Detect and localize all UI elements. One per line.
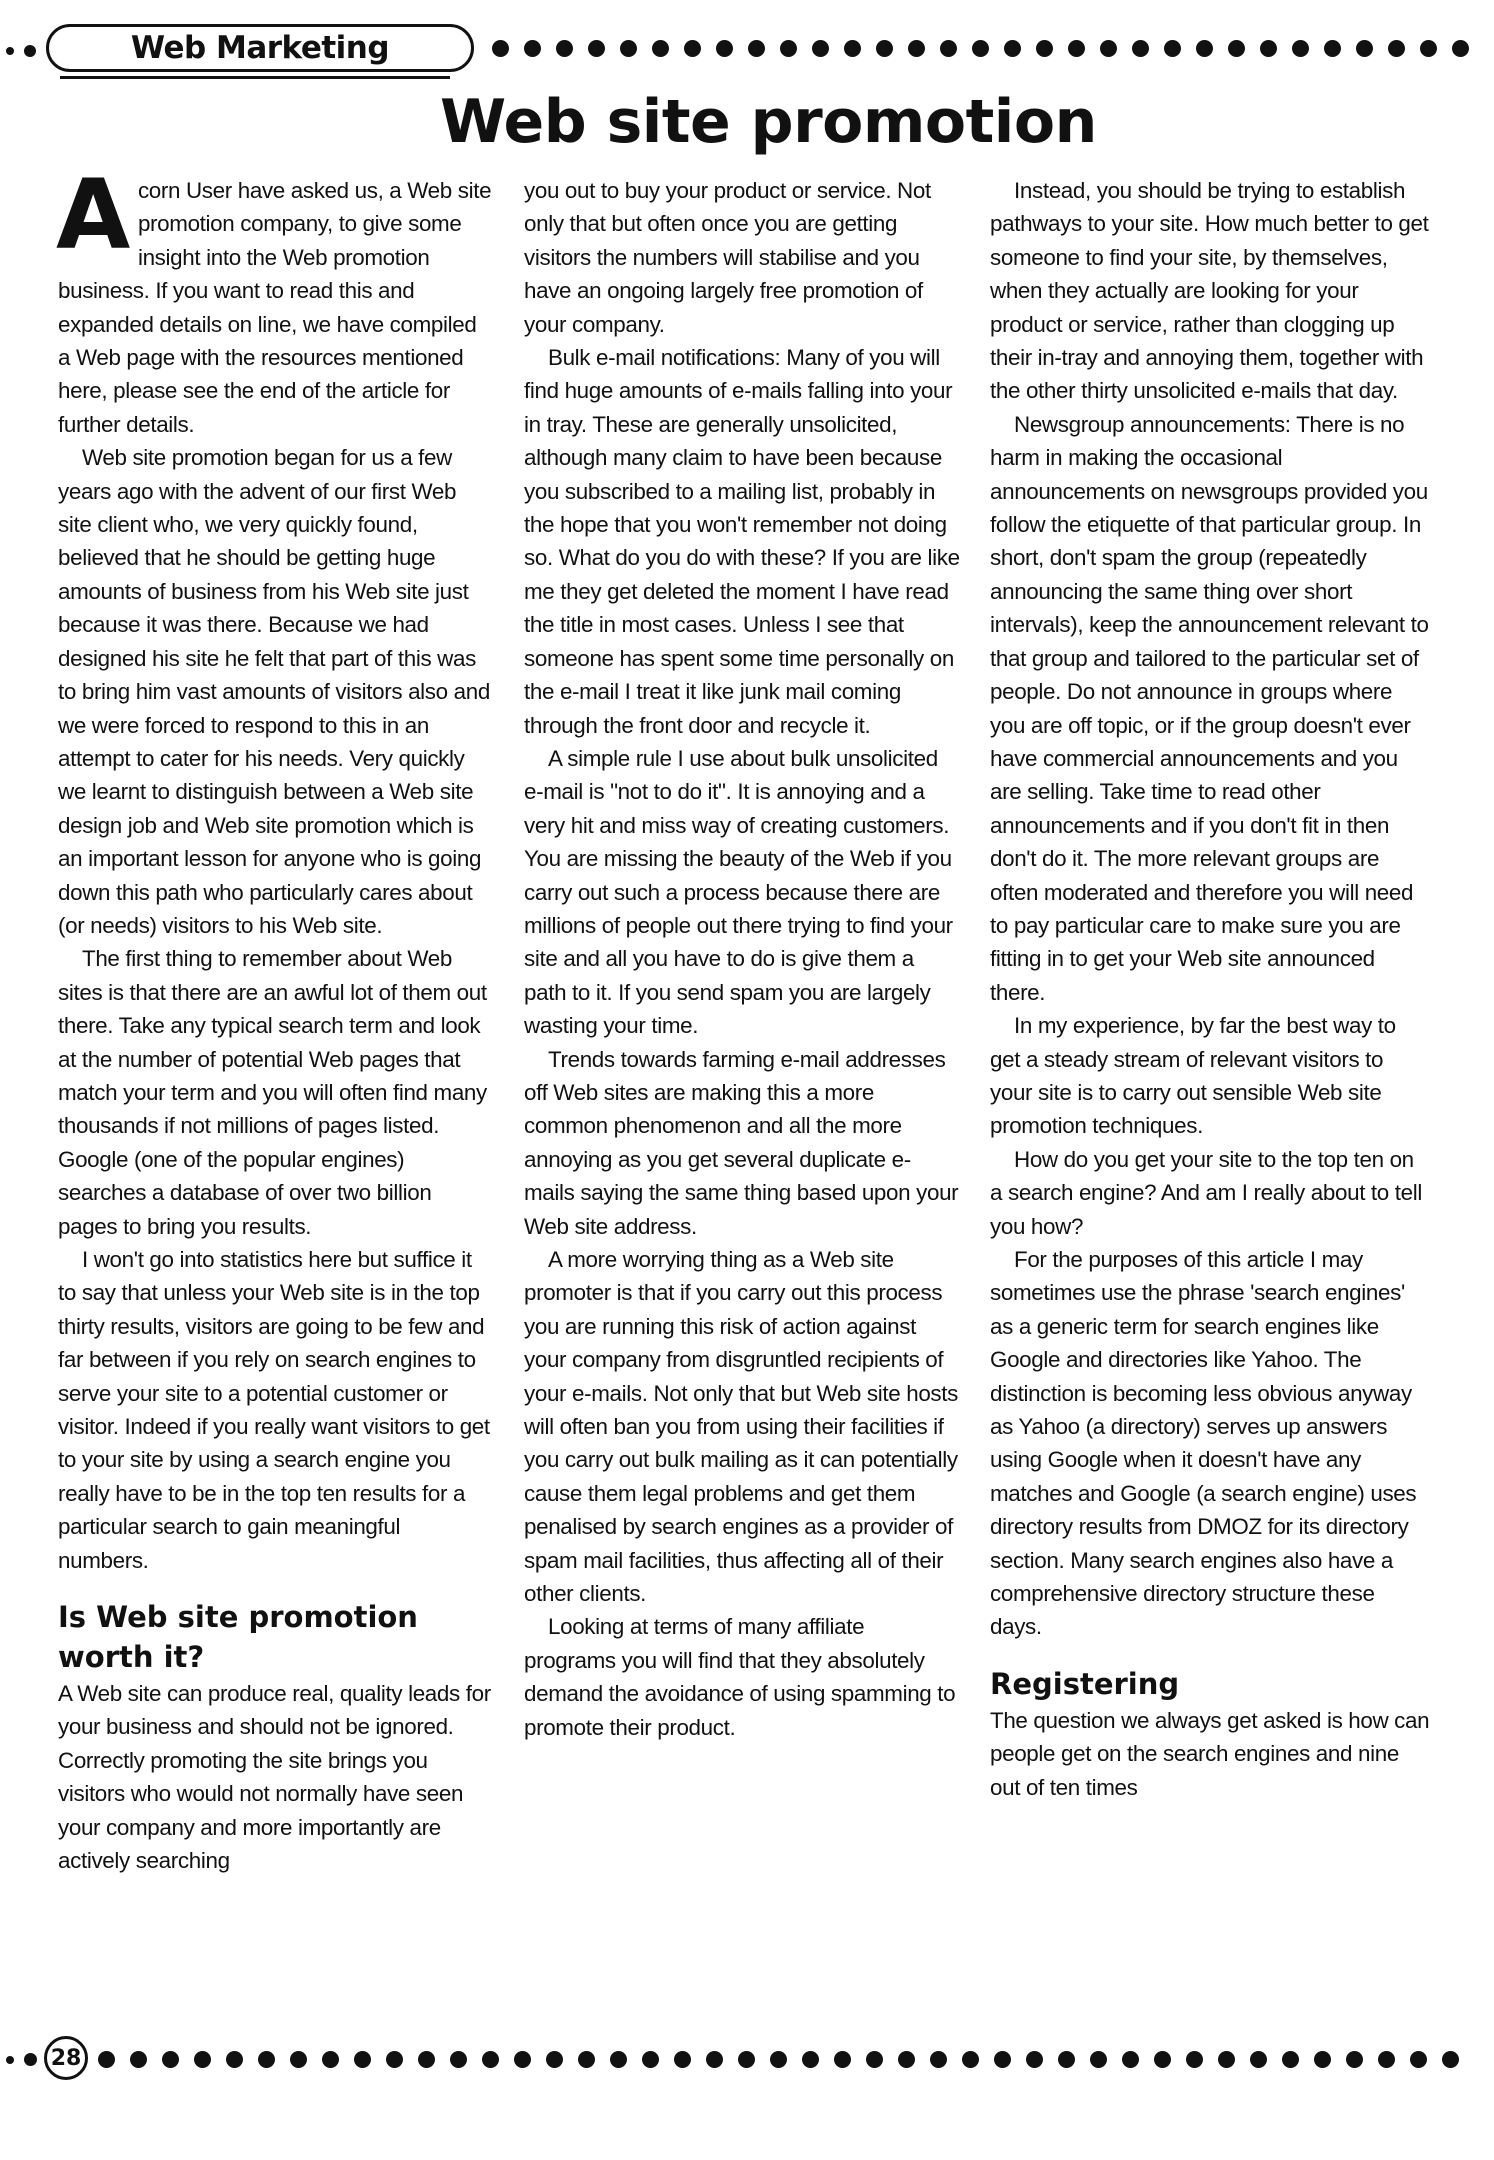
bullet-icon <box>674 2051 691 2068</box>
paragraph: you out to buy your product or service. Not only that but often once you are getting visitors the numbers will stabilise and you have an ongoing largely free promotion of your company. <box>524 178 931 337</box>
bullet-icon <box>770 2051 787 2068</box>
bullet-icon <box>716 40 733 57</box>
bullet-icon <box>546 2051 563 2068</box>
bullet-icon <box>588 40 605 57</box>
page-footer <box>0 2032 1494 2088</box>
bullet-icon <box>1250 2051 1267 2068</box>
article-column-1 <box>56 159 494 1878</box>
bullet-icon <box>706 2051 723 2068</box>
bullet-icon <box>1164 40 1181 57</box>
bullet-icon <box>812 40 829 57</box>
bullet-icon <box>1068 40 1085 57</box>
header-rule <box>60 76 450 79</box>
paragraph-text: corn User have asked us, a Web site promotion company, to give some insight into the Web promotion business. If you want to read this and expanded details on line, we have compiled a Web page with the resources mentioned here, please see the end of the article for further details. <box>58 178 492 437</box>
bullet-icon <box>610 2051 627 2068</box>
paragraph: For the purposes of this article I may sometimes use the phrase 'search engines' as a generic term for search engines like Google and directories like Yahoo. The distinction is becoming less obvious anyway as Yahoo (a directory) serves up answers using Google when it doesn't have any matches and Google (a search engine) uses directory results from DMOZ for its directory section. Many search engines also have a comprehensive directory structure these days. <box>990 1247 1417 1640</box>
footer-dot-rule <box>98 2051 1459 2068</box>
bullet-icon <box>492 40 509 57</box>
bullet-icon <box>578 2051 595 2068</box>
bullet-icon <box>6 2056 14 2064</box>
bullet-icon <box>620 40 637 57</box>
bullet-icon <box>652 40 669 57</box>
bullet-icon <box>24 45 36 57</box>
bullet-icon <box>780 40 797 57</box>
intro-paragraph <box>56 159 494 441</box>
bullet-icon <box>482 2051 499 2068</box>
bullet-icon <box>684 40 701 57</box>
section-heading: Registering <box>990 1666 1180 1701</box>
section-label-pill <box>46 24 474 72</box>
bullet-icon <box>1324 40 1341 57</box>
bullet-icon <box>1314 2051 1331 2068</box>
bullet-icon <box>556 40 573 57</box>
paragraph: A Web site can produce real, quality leads for your business and should not be ignored. Correctly promoting the site brings you visitors who would not normally have seen your company and more importantly are actively searching <box>58 1681 491 1874</box>
bullet-icon <box>1004 40 1021 57</box>
bullet-icon <box>1420 40 1437 57</box>
bullet-icon <box>1282 2051 1299 2068</box>
bullet-icon <box>844 40 861 57</box>
header-dot-rule <box>492 40 1469 57</box>
bullet-icon <box>802 2051 819 2068</box>
bullet-icon <box>834 2051 851 2068</box>
bullet-icon <box>1122 2051 1139 2068</box>
bullet-icon <box>1196 40 1213 57</box>
section-label: Web Marketing <box>130 30 390 66</box>
paragraph: Newsgroup announcements: There is no harm in making the occasional announcements on newsgroups provided you follow the etiquette of that particular group. In short, don't spam the group (repeatedly announcing the same thing over short intervals), keep the announcement relevant to that group and tailored to the particular set of people. Do not announce in groups where you are off topic, or if the group doesn't ever have commercial announcements and you are selling. Take time to read other announcements and if you don't fit in then don't do it. The more relevant groups are often moderated and therefore you will need to pay particular care to make sure you are fitting in to get your Web site announced there. <box>990 411 1429 1005</box>
bullet-icon <box>748 40 765 57</box>
section-heading: Is Web site promotion worth it? <box>58 1600 418 1675</box>
bullet-icon <box>6 47 14 55</box>
bullet-icon <box>876 40 893 57</box>
article-column-3 <box>990 174 1430 1804</box>
article-title: Web site promotion <box>440 87 1097 157</box>
bullet-icon <box>130 2051 147 2068</box>
paragraph: Bulk e-mail notifications: Many of you will find huge amounts of e-mails falling into your in tray. These are generally unsolicited, although many claim to have been because you subscribed to a mailing list, probably in the hope that you won't remember not doing so. What do you do with these? If you are like me they get deleted the moment I have read the title in most cases. Unless I see that someone has spent some time personally on the e-mail I treat it like junk mail coming through the front door and recycle it. <box>524 345 960 738</box>
bullet-icon <box>418 2051 435 2068</box>
paragraph: In my experience, by far the best way to get a steady stream of relevant visitors to your site is to carry out sensible Web site promotion techniques. <box>990 1013 1396 1139</box>
bullet-icon <box>1090 2051 1107 2068</box>
bullet-icon <box>1186 2051 1203 2068</box>
bullet-icon <box>738 2051 755 2068</box>
paragraph: Instead, you should be trying to establish pathways to your site. How much better to get someone to find your site, by themselves, when they actually are looking for your product or service, rather than clogging up their in-tray and annoying them, together with the other thirty unsolicited e-mails that day. <box>990 178 1429 404</box>
drop-cap: A <box>56 159 130 271</box>
bullet-icon <box>162 2051 179 2068</box>
bullet-icon <box>1228 40 1245 57</box>
bullet-icon <box>1026 2051 1043 2068</box>
bullet-icon <box>290 2051 307 2068</box>
paragraph: How do you get your site to the top ten on a search engine? And am I really about to tell you how? <box>990 1146 1422 1239</box>
paragraph: A simple rule I use about bulk unsolicited e-mail is "not to do it". It is annoying and a very hit and miss way of creating customers. You are missing the beauty of the Web if you carry out such a process because there are millions of people out there trying to find your site and all you have to do is give them a path to it. If you send spam you are largely wasting your time. <box>524 745 953 1039</box>
bullet-icon <box>642 2051 659 2068</box>
paragraph: Web site promotion began for us a few years ago with the advent of our first Web site client who, we very quickly found, believed that he should be getting huge amounts of business from his Web site just because it was there. Because we had designed his site he felt that part of this was to bring him vast amounts of visitors also and we were forced to respond to this in an attempt to cater for his needs. Very quickly we learnt to distinguish between a Web site design job and Web site promotion which is an important lesson for anyone who is going down this path who particularly cares about (or needs) visitors to his Web site. <box>58 445 490 938</box>
bullet-icon <box>1058 2051 1075 2068</box>
bullet-icon <box>258 2051 275 2068</box>
paragraph: Trends towards farming e-mail addresses off Web sites are making this a more common phenomenon and all the more annoying as you get several duplicate e-mails saying the same thing based upon your Web site address. <box>524 1046 959 1239</box>
bullet-icon <box>524 40 541 57</box>
bullet-icon <box>386 2051 403 2068</box>
bullet-icon <box>24 2053 37 2066</box>
bullet-icon <box>1442 2051 1459 2068</box>
bullet-icon <box>1260 40 1277 57</box>
paragraph: Looking at terms of many affiliate programs you will find that they absolutely demand the avoidance of using spamming to promote their product. <box>524 1614 956 1740</box>
bullet-icon <box>1036 40 1053 57</box>
bullet-icon <box>940 40 957 57</box>
bullet-icon <box>98 2051 115 2068</box>
page-header <box>0 18 1494 82</box>
bullet-icon <box>1452 40 1469 57</box>
bullet-icon <box>898 2051 915 2068</box>
paragraph: The first thing to remember about Web sites is that there are an awful lot of them out there. Take any typical search term and look at the number of potential Web pages that match your term and you will often find many thousands if not millions of pages listed. Google (one of the popular engines) searches a database of over two billion pages to bring you results. <box>58 946 487 1239</box>
bullet-icon <box>1132 40 1149 57</box>
bullet-icon <box>194 2051 211 2068</box>
paragraph: I won't go into statistics here but suffice it to say that unless your Web site is in the top thirty results, visitors are going to be few and far between if you rely on search engines to serve your site to a potential customer or visitor. Indeed if you really want visitors to get to your site by using a search engine you really have to be in the top ten results for a particular search to gain meaningful numbers. <box>58 1247 490 1573</box>
bullet-icon <box>1154 2051 1171 2068</box>
bullet-icon <box>354 2051 371 2068</box>
bullet-icon <box>322 2051 339 2068</box>
paragraph: A more worrying thing as a Web site promoter is that if you carry out this process you are running this risk of action against your company from disgruntled recipients of your e-mails. Not only that but Web site hosts will often ban you from using their facilities if you carry out bulk mailing as it can potentially cause them legal problems and get them penalised by search engines as a provider of spam mail facilities, thus affecting all of their other clients. <box>524 1247 958 1607</box>
bullet-icon <box>930 2051 947 2068</box>
bullet-icon <box>962 2051 979 2068</box>
bullet-icon <box>226 2051 243 2068</box>
bullet-icon <box>514 2051 531 2068</box>
bullet-icon <box>1356 40 1373 57</box>
bullet-icon <box>866 2051 883 2068</box>
bullet-icon <box>1346 2051 1363 2068</box>
article-column-2 <box>524 174 960 1744</box>
bullet-icon <box>972 40 989 57</box>
bullet-icon <box>1100 40 1117 57</box>
bullet-icon <box>1218 2051 1235 2068</box>
page-number: 28 <box>44 2036 88 2080</box>
bullet-icon <box>1410 2051 1427 2068</box>
bullet-icon <box>1292 40 1309 57</box>
paragraph: The question we always get asked is how can people get on the search engines and nine out of ten times <box>990 1707 1430 1800</box>
bullet-icon <box>450 2051 467 2068</box>
bullet-icon <box>1378 2051 1395 2068</box>
bullet-icon <box>994 2051 1011 2068</box>
bullet-icon <box>908 40 925 57</box>
bullet-icon <box>1388 40 1405 57</box>
